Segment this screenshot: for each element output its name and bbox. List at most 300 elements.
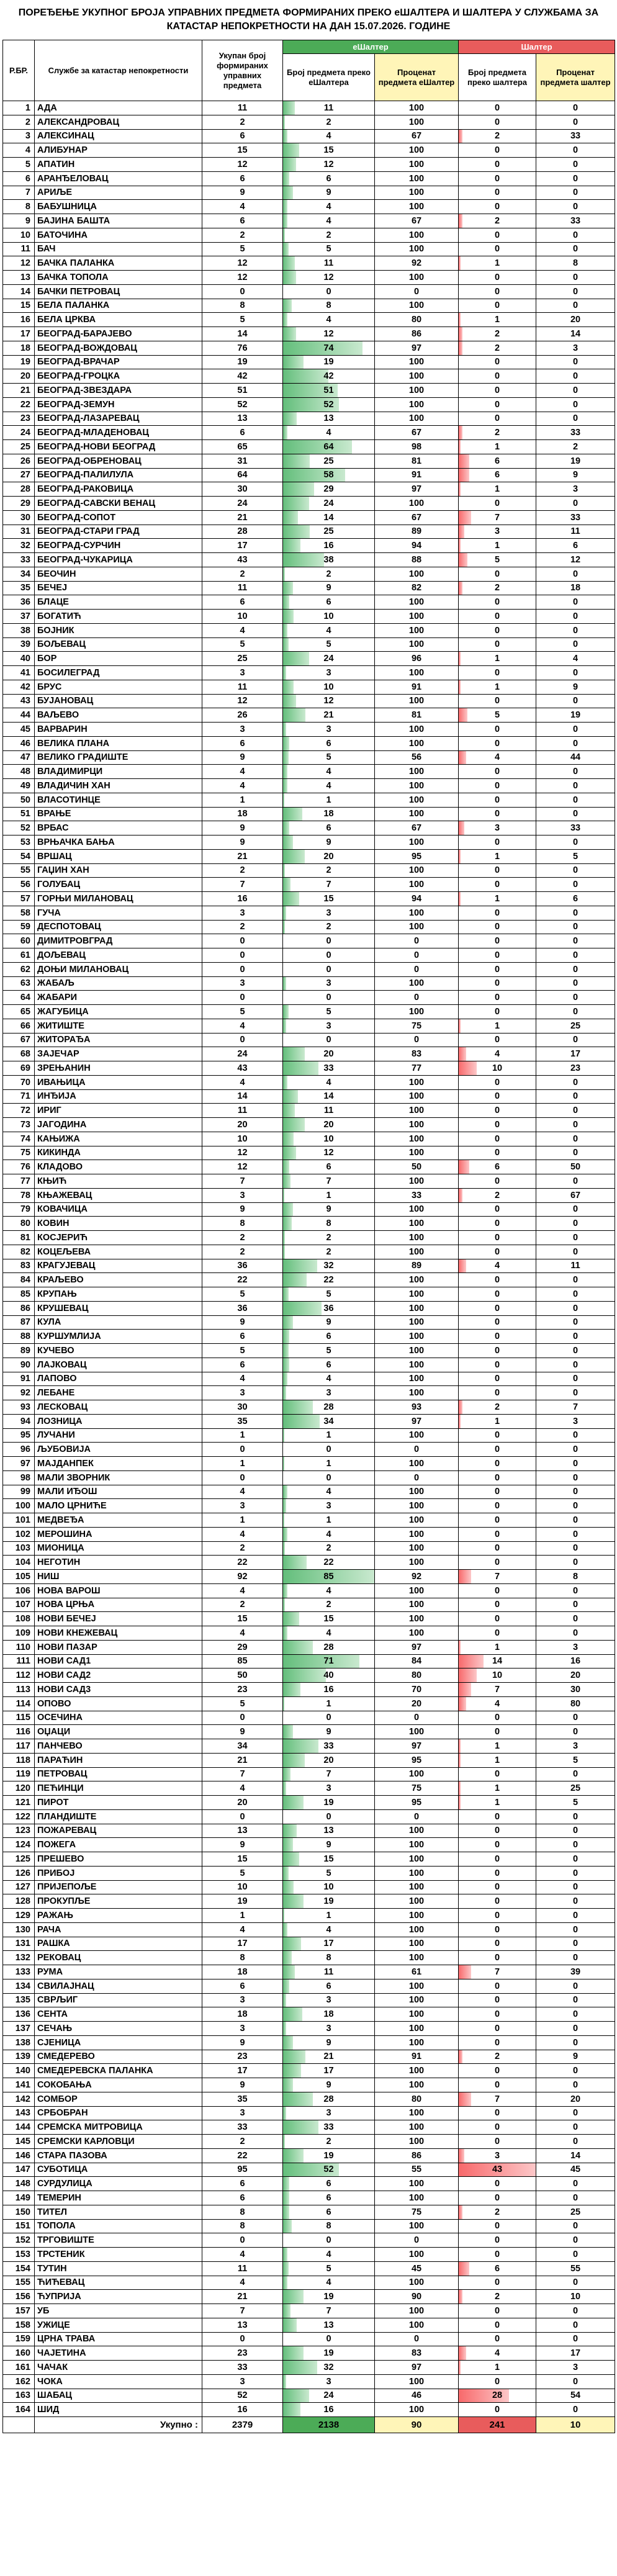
eshalter-percent: 95: [375, 1796, 459, 1810]
total-cases: 0: [202, 991, 283, 1005]
eshalter-count-value: 13: [323, 1826, 334, 1836]
eshalter-percent: 100: [375, 666, 459, 680]
shalter-percent: 0: [536, 1174, 615, 1189]
eshalter-count: [283, 1583, 375, 1598]
row-number: 2: [3, 115, 35, 129]
shalter-count: [459, 115, 536, 129]
shalter-count-value: 0: [494, 2108, 500, 2119]
service-name: НОВИ САД3: [35, 1683, 202, 1697]
table-row: [3, 680, 615, 694]
shalter-count-value: 0: [494, 1826, 500, 1836]
shalter-count: [459, 1428, 536, 1443]
total-cases: 51: [202, 384, 283, 398]
table-row: [3, 2318, 615, 2332]
eshalter-percent: 100: [375, 2374, 459, 2389]
shalter-percent: 9: [536, 468, 615, 482]
eshalter-percent: 100: [375, 595, 459, 610]
eshalter-count: [283, 539, 375, 553]
table-row: [3, 1838, 615, 1852]
shalter-percent: 0: [536, 1287, 615, 1302]
shalter-percent: 0: [536, 115, 615, 129]
table-row: [3, 1315, 615, 1330]
shalter-count-value: 3: [494, 526, 500, 537]
eshalter-percent: 100: [375, 1922, 459, 1937]
eshalter-count: [283, 1330, 375, 1344]
shalter-count-value: 28: [492, 2390, 503, 2401]
eshalter-count-databar: [283, 864, 285, 878]
eshalter-percent: 100: [375, 1838, 459, 1852]
table-row: [3, 1033, 615, 1047]
shalter-count: [459, 158, 536, 172]
service-name: БЕОГРАД-ПАЛИЛУЛА: [35, 468, 202, 482]
table-row: [3, 1513, 615, 1528]
shalter-percent: 0: [536, 1979, 615, 1993]
eshalter-percent: 84: [375, 1654, 459, 1669]
shalter-percent: 0: [536, 863, 615, 878]
service-name: РАЧА: [35, 1922, 202, 1937]
shalter-count: [459, 2389, 536, 2403]
shalter-count: [459, 1231, 536, 1245]
row-number: 87: [3, 1315, 35, 1330]
eshalter-count: [283, 1922, 375, 1937]
shalter-count-value: 2: [494, 2051, 500, 2062]
shalter-count: [459, 2361, 536, 2375]
row-number: 81: [3, 1231, 35, 1245]
row-number: 74: [3, 1132, 35, 1146]
service-name: ВРЊАЧКА БАЊА: [35, 835, 202, 850]
shalter-count-value: 6: [494, 1162, 500, 1173]
total-cases: 7: [202, 1767, 283, 1781]
eshalter-count: [283, 2120, 375, 2135]
eshalter-count: [283, 1866, 375, 1880]
shalter-count: [459, 539, 536, 553]
row-number: 41: [3, 666, 35, 680]
shalter-count: [459, 1909, 536, 1923]
row-number: 110: [3, 1640, 35, 1654]
shalter-percent: 3: [536, 1739, 615, 1754]
service-name: ИНЂИЈА: [35, 1089, 202, 1104]
eshalter-count-databar: [283, 2135, 285, 2148]
eshalter-count-value: 0: [326, 1035, 331, 1045]
service-name: КРУШЕВАЦ: [35, 1301, 202, 1315]
eshalter-count-value: 21: [323, 710, 334, 721]
eshalter-percent: 100: [375, 1626, 459, 1641]
shalter-count-value: 0: [494, 2334, 500, 2344]
shalter-count: [459, 1443, 536, 1457]
total-cases: 9: [202, 1315, 283, 1330]
row-number: 24: [3, 426, 35, 440]
eshalter-percent: 100: [375, 242, 459, 256]
row-number: 3: [3, 129, 35, 143]
service-name: СЕНТА: [35, 2007, 202, 2022]
eshalter-percent: 100: [375, 1301, 459, 1315]
shalter-count-databar: [459, 539, 461, 552]
row-number: 68: [3, 1047, 35, 1061]
shalter-count: [459, 1654, 536, 1669]
shalter-percent: 0: [536, 2177, 615, 2191]
col-header-s-count: Број предмета преко шалтера: [459, 54, 536, 101]
row-number: 107: [3, 1598, 35, 1612]
shalter-count-value: 4: [494, 1049, 500, 1060]
shalter-count-value: 0: [494, 1106, 500, 1116]
shalter-count-databar: [459, 440, 461, 454]
row-number: 11: [3, 242, 35, 256]
total-cases: 11: [202, 2261, 283, 2276]
eshalter-count-value: 16: [323, 1684, 334, 1695]
eshalter-count: [283, 1894, 375, 1909]
shalter-count: [459, 1922, 536, 1937]
eshalter-count: [283, 2163, 375, 2177]
total-cases: 22: [202, 1273, 283, 1287]
service-name: ТРГОВИШТЕ: [35, 2233, 202, 2248]
shalter-percent: 0: [536, 1499, 615, 1513]
row-number: 37: [3, 610, 35, 624]
shalter-count-value: 0: [494, 1006, 500, 1017]
shalter-percent: 0: [536, 991, 615, 1005]
shalter-count: [459, 1951, 536, 1965]
eshalter-count-value: 28: [323, 2094, 334, 2104]
eshalter-count-value: 28: [323, 1642, 334, 1652]
total-cases: 14: [202, 327, 283, 341]
eshalter-count: [283, 1809, 375, 1824]
eshalter-count-value: 58: [323, 470, 334, 480]
total-cases: 0: [202, 934, 283, 948]
shalter-count: [459, 2163, 536, 2177]
eshalter-percent: 88: [375, 553, 459, 567]
eshalter-count: [283, 468, 375, 482]
col-header-total: Укупан број формираних управних предмета: [202, 40, 283, 101]
shalter-percent: 0: [536, 2007, 615, 2022]
table-row: [3, 553, 615, 567]
col-header-e-count: Број предмета преко еШалтера: [283, 54, 375, 101]
eshalter-count: [283, 1245, 375, 1259]
shalter-percent: 54: [536, 2389, 615, 2403]
shalter-percent: 18: [536, 581, 615, 595]
eshalter-percent: 97: [375, 341, 459, 355]
total-cases: 5: [202, 1866, 283, 1880]
shalter-count-value: 0: [494, 1374, 500, 1384]
shalter-count: [459, 497, 536, 511]
row-number: 23: [3, 412, 35, 426]
service-name: ДОЉЕВАЦ: [35, 948, 202, 963]
shalter-percent: 0: [536, 2374, 615, 2389]
shalter-count: [459, 1852, 536, 1867]
eshalter-count-value: 20: [323, 1049, 334, 1060]
shalter-count: [459, 341, 536, 355]
eshalter-count-databar: [283, 1513, 284, 1527]
eshalter-percent: 67: [375, 129, 459, 143]
eshalter-count-databar: [283, 1542, 285, 1556]
shalter-count-value: 0: [494, 102, 500, 113]
shalter-count: [459, 2276, 536, 2290]
total-cases: 8: [202, 2205, 283, 2219]
shalter-percent: 0: [536, 1894, 615, 1909]
row-number: 47: [3, 750, 35, 765]
total-cases: 0: [202, 1033, 283, 1047]
table-row: [3, 1132, 615, 1146]
eshalter-percent: 100: [375, 158, 459, 172]
table-row: [3, 906, 615, 920]
shalter-count: [459, 1598, 536, 1612]
eshalter-count-value: 4: [326, 625, 331, 636]
total-cases: 1: [202, 1909, 283, 1923]
shalter-percent: 0: [536, 1443, 615, 1457]
row-number: 17: [3, 327, 35, 341]
eshalter-percent: 100: [375, 2035, 459, 2050]
eshalter-count-value: 28: [323, 1402, 334, 1412]
row-number: 111: [3, 1654, 35, 1669]
shalter-percent: 0: [536, 1315, 615, 1330]
shalter-count: [459, 948, 536, 963]
total-cases: 4: [202, 1075, 283, 1089]
shalter-percent: 30: [536, 1683, 615, 1697]
service-name: ВРБАС: [35, 821, 202, 835]
service-name: ЗАЈЕЧАР: [35, 1047, 202, 1061]
shalter-count: [459, 1824, 536, 1838]
row-number: 14: [3, 284, 35, 299]
eshalter-percent: 100: [375, 1824, 459, 1838]
shalter-percent: 0: [536, 1344, 615, 1358]
eshalter-percent: 100: [375, 1344, 459, 1358]
total-cases: 36: [202, 1259, 283, 1273]
row-number: 36: [3, 595, 35, 610]
shalter-count-value: 0: [494, 865, 500, 876]
shalter-count-value: 6: [494, 470, 500, 480]
shalter-count-value: 0: [494, 625, 500, 636]
shalter-count: [459, 1287, 536, 1302]
eshalter-count: [283, 906, 375, 920]
eshalter-count-value: 74: [323, 343, 334, 353]
shalter-count: [459, 1556, 536, 1570]
eshalter-count: [283, 1485, 375, 1499]
eshalter-count: [283, 863, 375, 878]
eshalter-percent: 100: [375, 355, 459, 369]
eshalter-percent: 98: [375, 440, 459, 454]
eshalter-count: [283, 341, 375, 355]
eshalter-count: [283, 2374, 375, 2389]
shalter-count-value: 0: [494, 1458, 500, 1469]
shalter-count: [459, 736, 536, 750]
shalter-percent: 0: [536, 397, 615, 412]
eshalter-percent: 100: [375, 1217, 459, 1231]
shalter-percent: 0: [536, 1428, 615, 1443]
service-name: МАЛИ ИЂОШ: [35, 1485, 202, 1499]
table-row: [3, 1174, 615, 1189]
eshalter-count-value: 4: [326, 2249, 331, 2259]
total-cases: 23: [202, 2346, 283, 2361]
total-cases: 0: [202, 284, 283, 299]
eshalter-count-value: 8: [326, 1953, 331, 1963]
service-name: АРИЉЕ: [35, 186, 202, 200]
table-row: [3, 454, 615, 468]
service-name: ЛУЧАНИ: [35, 1428, 202, 1443]
service-name: ПОЖЕГА: [35, 1838, 202, 1852]
eshalter-percent: 67: [375, 510, 459, 525]
eshalter-count-value: 9: [326, 1204, 331, 1215]
totals-e-count: 2138: [283, 2417, 375, 2433]
eshalter-percent: 100: [375, 101, 459, 115]
eshalter-count-value: 9: [326, 583, 331, 593]
eshalter-percent: 80: [375, 2092, 459, 2106]
eshalter-count-value: 9: [326, 2037, 331, 2048]
total-cases: 10: [202, 610, 283, 624]
eshalter-count-value: 0: [326, 1472, 331, 1483]
shalter-count: [459, 1711, 536, 1725]
shalter-count: [459, 807, 536, 821]
eshalter-percent: 100: [375, 2276, 459, 2290]
shalter-count-value: 0: [494, 738, 500, 749]
row-number: 155: [3, 2276, 35, 2290]
eshalter-percent: 0: [375, 1033, 459, 1047]
shalter-count-value: 1: [494, 2362, 500, 2372]
table-row: [3, 1104, 615, 1118]
eshalter-count-value: 3: [326, 2108, 331, 2119]
shalter-count-value: 0: [494, 696, 500, 706]
eshalter-count-value: 3: [326, 907, 331, 918]
eshalter-count: [283, 284, 375, 299]
eshalter-count-value: 40: [323, 1670, 334, 1681]
shalter-count-value: 0: [494, 230, 500, 240]
shalter-count: [459, 680, 536, 694]
shalter-percent: 0: [536, 1527, 615, 1541]
shalter-count-value: 0: [494, 2136, 500, 2146]
total-cases: 5: [202, 1696, 283, 1711]
eshalter-count: [283, 2191, 375, 2205]
row-number: 58: [3, 906, 35, 920]
table-row: [3, 525, 615, 539]
shalter-percent: 0: [536, 412, 615, 426]
shalter-count: [459, 1188, 536, 1202]
eshalter-count-value: 0: [326, 936, 331, 947]
totals-s-pct: 10: [536, 2417, 615, 2433]
eshalter-count-value: 4: [326, 1077, 331, 1088]
total-cases: 9: [202, 186, 283, 200]
shalter-percent: 0: [536, 948, 615, 963]
service-name: БЕОГРАД-СТАРИ ГРАД: [35, 525, 202, 539]
eshalter-count-value: 15: [323, 1853, 334, 1864]
shalter-count: [459, 723, 536, 737]
eshalter-percent: 95: [375, 1753, 459, 1767]
service-name: БАТОЧИНА: [35, 228, 202, 242]
row-number: 54: [3, 849, 35, 863]
eshalter-count: [283, 750, 375, 765]
service-name: БЕЛА ЦРКВА: [35, 313, 202, 327]
shalter-count: [459, 1118, 536, 1132]
shalter-percent: 19: [536, 708, 615, 723]
shalter-percent: 0: [536, 299, 615, 313]
eshalter-count-value: 5: [326, 244, 331, 254]
total-cases: 2: [202, 2135, 283, 2149]
shalter-count-value: 0: [494, 809, 500, 819]
service-name: БЕОГРАД-ЧУКАРИЦА: [35, 553, 202, 567]
shalter-count-value: 2: [494, 428, 500, 438]
eshalter-count-value: 51: [323, 385, 334, 395]
eshalter-count: [283, 991, 375, 1005]
table-row: [3, 1711, 615, 1725]
shalter-count-databar: [459, 892, 461, 906]
shalter-count: [459, 2233, 536, 2248]
eshalter-count-value: 8: [326, 300, 331, 311]
row-number: 80: [3, 1217, 35, 1231]
service-name: ЈАГОДИНА: [35, 1118, 202, 1132]
eshalter-count-value: 6: [326, 738, 331, 749]
eshalter-percent: 0: [375, 1470, 459, 1485]
total-cases: 17: [202, 2064, 283, 2078]
eshalter-count-value: 6: [326, 1981, 331, 1991]
eshalter-count-value: 8: [326, 2221, 331, 2231]
row-number: 30: [3, 510, 35, 525]
eshalter-percent: 100: [375, 1457, 459, 1471]
shalter-count: [459, 2120, 536, 2135]
service-name: ТЕМЕРИН: [35, 2191, 202, 2205]
row-number: 21: [3, 384, 35, 398]
table-row: [3, 2233, 615, 2248]
shalter-count-value: 0: [494, 2066, 500, 2076]
eshalter-percent: 100: [375, 1231, 459, 1245]
eshalter-count: [283, 666, 375, 680]
total-cases: 21: [202, 510, 283, 525]
eshalter-count: [283, 2035, 375, 2050]
row-number: 57: [3, 892, 35, 906]
eshalter-count-value: 9: [326, 1317, 331, 1328]
shalter-count-value: 0: [494, 187, 500, 198]
eshalter-count: [283, 355, 375, 369]
eshalter-count-value: 19: [323, 2292, 334, 2302]
service-name: ТИТЕЛ: [35, 2205, 202, 2219]
row-number: 106: [3, 1583, 35, 1598]
shalter-percent: 0: [536, 1301, 615, 1315]
service-name: НИШ: [35, 1570, 202, 1584]
eshalter-percent: 100: [375, 369, 459, 384]
totals-e-pct: 90: [375, 2417, 459, 2433]
shalter-count-databar: [459, 1796, 461, 1809]
total-cases: 65: [202, 440, 283, 454]
eshalter-percent: 97: [375, 1414, 459, 1428]
eshalter-percent: 100: [375, 1951, 459, 1965]
eshalter-count: [283, 892, 375, 906]
eshalter-percent: 100: [375, 694, 459, 708]
shalter-count: [459, 440, 536, 454]
row-number: 93: [3, 1400, 35, 1415]
service-name: РЕКОВАЦ: [35, 1951, 202, 1965]
row-number: 135: [3, 1993, 35, 2007]
eshalter-percent: 100: [375, 1202, 459, 1217]
eshalter-count: [283, 2318, 375, 2332]
table-row: [3, 1965, 615, 1979]
eshalter-percent: 56: [375, 750, 459, 765]
eshalter-count: [283, 1301, 375, 1315]
eshalter-count-value: 10: [323, 1133, 334, 1144]
eshalter-percent: 100: [375, 1527, 459, 1541]
total-cases: 16: [202, 2403, 283, 2417]
eshalter-percent: 100: [375, 1428, 459, 1443]
shalter-count-value: 6: [494, 2263, 500, 2274]
eshalter-count: [283, 101, 375, 115]
shalter-count: [459, 2035, 536, 2050]
total-cases: 12: [202, 158, 283, 172]
shalter-count-databar: [459, 1641, 461, 1654]
total-cases: 22: [202, 1556, 283, 1570]
row-number: 91: [3, 1372, 35, 1386]
eshalter-count: [283, 1188, 375, 1202]
eshalter-count-value: 3: [326, 1388, 331, 1398]
eshalter-count-value: 0: [326, 2235, 331, 2246]
total-cases: 64: [202, 468, 283, 482]
shalter-count-value: 1: [494, 441, 500, 452]
service-name: БЕЛА ПАЛАНКА: [35, 299, 202, 313]
eshalter-count: [283, 1358, 375, 1372]
shalter-count: [459, 821, 536, 835]
